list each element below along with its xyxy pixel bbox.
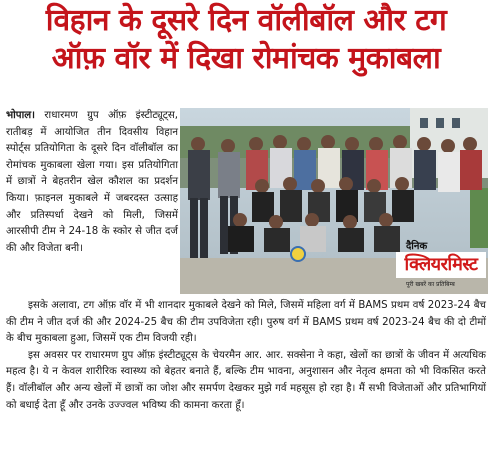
paragraph-2: इसके अलावा, टग ऑफ़ वॉर में भी शानदार मुकाबले देखने को मिले, जिसमें महिला वर्ग में BAMS प्रथम वर्ष 2023-24 बैच की टीम ने जीत दर्ज की और 2024-25 बैच की टीम उपविजेता रही। पुरुष वर्ग में BAMS प्रथम वर्ष 2023-24 बैच की दो टीमों के बीच मुकाबला हुआ, जिसमें एक टीम विजयी रही। xyxy=(6,300,486,345)
lead-column xyxy=(6,108,178,257)
headline-line-1: विहान के दूसरे दिन वॉलीबॉल और टग xyxy=(45,3,447,38)
headline xyxy=(0,2,492,78)
article-body xyxy=(6,298,486,414)
masthead-name: क्लियरमिस्ट xyxy=(396,252,486,278)
masthead-prefix: दैनिक xyxy=(406,241,428,252)
paragraph-3: इस अवसर पर राधारमण ग्रुप ऑफ़ इंस्टीट्यूट्स के चेयरमैन आर. आर. सक्सेना ने कहा, खेलों का छात्रों के जीवन में अत्यधिक महत्व है। ये न केवल शारीरिक स्वास्थ्य को बेहतर बनाते हैं, बल्कि टीम भावना, अनुशासन और नेतृत्व क्षमता को भी विकसित करते हैं। वॉलीबॉल और अन्य खेलों में छात्रों का जोश और समर्पण देखकर मुझे गर्व महसूस हो रहा है। मैं सभी विजेताओं और प्रतिभागियों को बधाई देता हूँ और उनके उज्ज्वल भविष्य की कामना करता हूँ। xyxy=(6,349,486,411)
masthead-tagline: पूरी खबरें का प्रतिबिम्ब xyxy=(406,281,455,288)
newspaper-masthead xyxy=(392,232,488,294)
headline-line-2: ऑफ़ वॉर में दिखा रोमांचक मुकाबला xyxy=(51,41,441,76)
dateline: भोपाल। xyxy=(6,110,35,121)
lead-paragraph: राधारमण ग्रुप ऑफ़ इंस्टीट्यूट्स, रातीबड़ में आयोजित तीन दिवसीय विहान स्पोर्ट्स प्रतियोगिता के दूसरे दिन वॉलीबॉल का रोमांचक मुकाबला खेला गया। इस प्रतियोगिता में छात्रों ने बेहतरीन खेल कौशल का प्रदर्शन किया। फ़ाइनल मुकाबले में जबरदस्त उत्साह और प्रतिस्पर्धा देखने को मिली, जिसमें आरसीपी टीम ने 24-18 के स्कोर से जीत दर्ज की और विजेता बनी। xyxy=(6,110,178,254)
